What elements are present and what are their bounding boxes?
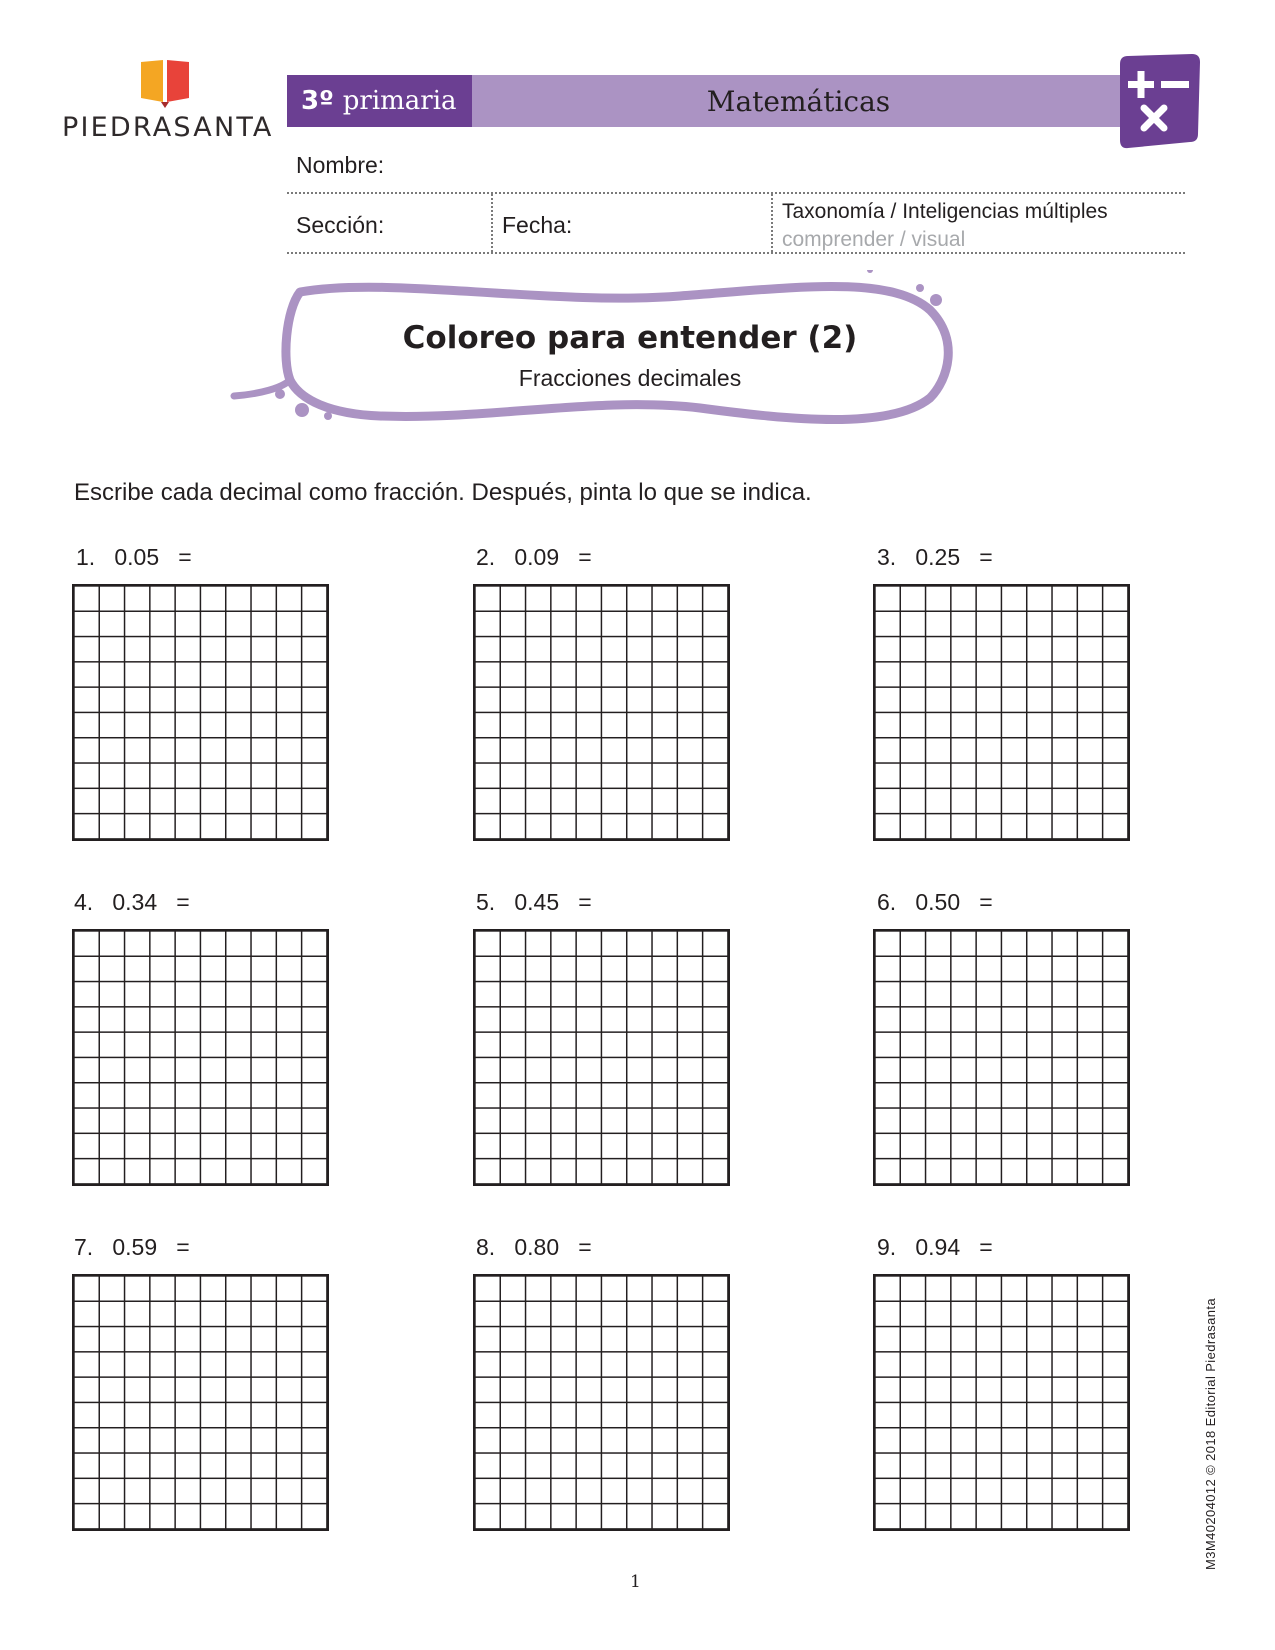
exercise-number: 5. (476, 889, 496, 915)
exercise-label (877, 1234, 993, 1261)
grade-number: 3º (301, 86, 334, 116)
equals-sign: = (176, 889, 190, 915)
exercise-decimal: 0.05 (114, 544, 160, 570)
exercise-number: 7. (74, 1234, 94, 1260)
divider (287, 192, 1185, 194)
equals-sign: = (176, 1234, 190, 1260)
divider (287, 252, 1185, 254)
hundred-grid[interactable] (873, 1274, 1130, 1531)
hundred-grid[interactable] (72, 1274, 329, 1531)
divider (491, 194, 493, 252)
exercise-decimal: 0.94 (915, 1234, 961, 1260)
exercise-label (74, 1234, 190, 1261)
hundred-grid[interactable] (873, 929, 1130, 1186)
exercise-number: 9. (877, 1234, 897, 1260)
exercise-label (476, 889, 592, 916)
exercise-decimal: 0.59 (112, 1234, 158, 1260)
equals-sign: = (979, 1234, 993, 1260)
exercise-decimal: 0.09 (514, 544, 560, 570)
exercise-number: 1. (76, 544, 96, 570)
subject-band (472, 75, 1125, 127)
equals-sign: = (178, 544, 192, 570)
subject-title: Matemáticas (706, 84, 891, 118)
grade-label: primaria (342, 86, 457, 116)
exercise-label (877, 544, 993, 571)
hundred-grid[interactable] (72, 929, 329, 1186)
equals-sign: = (578, 544, 592, 570)
math-operations-icon (1114, 54, 1202, 150)
grade-badge (287, 75, 472, 127)
exercise-number: 8. (476, 1234, 496, 1260)
exercise-decimal: 0.34 (112, 889, 158, 915)
exercise-number: 2. (476, 544, 496, 570)
exercise-decimal: 0.50 (915, 889, 961, 915)
page-number: 1 (630, 1572, 641, 1592)
book-logo-icon (139, 58, 191, 108)
exercise-number: 4. (74, 889, 94, 915)
brand-name: PIEDRASANTA (62, 112, 274, 143)
equals-sign: = (578, 889, 592, 915)
hundred-grid[interactable] (473, 929, 730, 1186)
date-field-label: Fecha: (502, 212, 573, 238)
exercise-number: 3. (877, 544, 897, 570)
exercise-label (74, 889, 190, 916)
copyright-note: M3M40204012 © 2018 Editorial Piedrasanta (1203, 1297, 1218, 1570)
name-field-label: Nombre: (296, 152, 385, 178)
divider (771, 194, 773, 252)
equals-sign: = (578, 1234, 592, 1260)
worksheet-subtitle: Fracciones decimales (518, 365, 742, 391)
exercise-decimal: 0.80 (514, 1234, 560, 1260)
exercise-label (476, 544, 592, 571)
instruction-text: Escribe cada decimal como fracción. Después, pinta lo que se indica. (74, 479, 812, 506)
equals-sign: = (979, 889, 993, 915)
title-bubble-brushstroke (230, 270, 990, 450)
worksheet-title: Coloreo para entender (2) (402, 320, 858, 356)
hundred-grid[interactable] (873, 584, 1130, 841)
exercise-decimal: 0.45 (514, 889, 560, 915)
exercise-decimal: 0.25 (915, 544, 961, 570)
equals-sign: = (979, 544, 993, 570)
hundred-grid[interactable] (473, 584, 730, 841)
taxonomy-title: Taxonomía / Inteligencias múltiples (782, 200, 1108, 223)
exercise-number: 6. (877, 889, 897, 915)
hundred-grid[interactable] (473, 1274, 730, 1531)
taxonomy-value: comprender / visual (782, 228, 966, 251)
section-field-label: Sección: (296, 212, 385, 238)
hundred-grid[interactable] (72, 584, 329, 841)
exercise-label (476, 1234, 592, 1261)
exercise-label (877, 889, 993, 916)
exercise-label (76, 544, 192, 571)
